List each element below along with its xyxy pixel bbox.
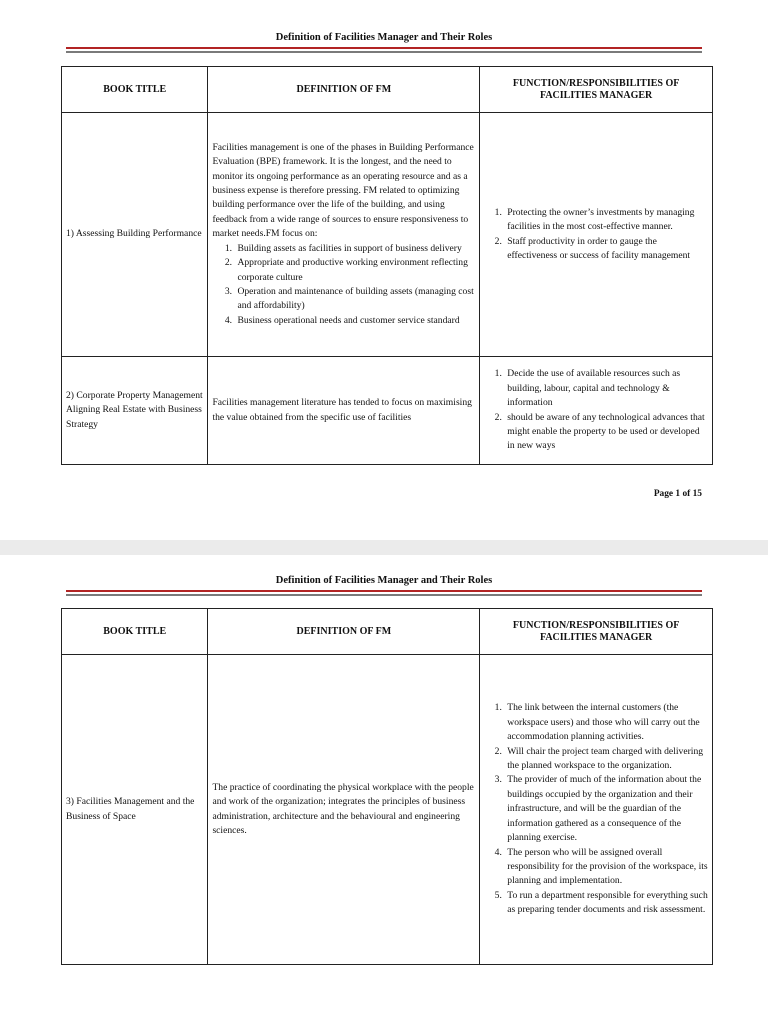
functions-list xyxy=(484,367,708,453)
list-item: 1. Decide the use of available resources such as building, labour, capital and technology & information xyxy=(504,367,708,410)
list-item: 2. Staff productivity in order to gauge the effectiveness or success of facility management xyxy=(504,235,708,264)
book-title-cell: 1) Assessing Building Performance xyxy=(62,113,208,357)
list-item: 1. Protecting the owner’s investments by managing facilities in the most cost-effective manner. xyxy=(504,206,708,235)
column-header-definition: DEFINITION OF FM xyxy=(208,67,480,113)
document-page-2 xyxy=(0,555,768,1024)
page-header-title: Definition of Facilities Manager and Their Roles xyxy=(275,32,493,43)
header-rule-grey xyxy=(66,51,702,53)
fm-definitions-table xyxy=(61,66,713,465)
list-item: 3. Operation and maintenance of building assets (managing cost and affordability) xyxy=(234,285,475,314)
table-row xyxy=(62,655,713,965)
table-header-row xyxy=(62,67,713,113)
list-item: 1. Building assets as facilities in support of business delivery xyxy=(234,242,475,256)
list-item: 2. Will chair the project team charged with delivering the planned workspace to the organization. xyxy=(504,745,708,774)
functions-list xyxy=(484,206,708,264)
functions-cell xyxy=(480,655,713,965)
column-header-functions: FUNCTION/RESPONSIBILITIES OF FACILITIES MANAGER xyxy=(480,67,713,113)
functions-cell xyxy=(480,113,713,357)
definition-list xyxy=(212,242,475,328)
list-item: 5. To run a department responsible for everything such as preparing tender documents and risk assessment. xyxy=(504,889,708,918)
column-header-book-title: BOOK TITLE xyxy=(62,609,208,655)
functions-list xyxy=(484,701,708,917)
column-header-functions: FUNCTION/RESPONSIBILITIES OF FACILITIES MANAGER xyxy=(480,609,713,655)
column-header-book-title: BOOK TITLE xyxy=(62,67,208,113)
list-item: 1. The link between the internal customers (the workspace users) and those who will carry out the accommodation planning activities. xyxy=(504,701,708,744)
table-row xyxy=(62,357,713,465)
page-number: Page 1 of 15 xyxy=(653,489,702,499)
list-item: 2. Appropriate and productive working environment reflecting corporate culture xyxy=(234,256,475,285)
definition-text: Facilities management is one of the phases in Building Performance Evaluation (BPE) framework. It is the longest, and the need to monitor its ongoing performance as an operating resource and as a business expense is therefore pressing. FM related to optimizing building performance over the life of the building, and using feedback from a wide range of sources to ensure responsiveness to market needs.FM focus on: xyxy=(212,141,474,240)
definition-cell xyxy=(208,113,480,357)
table-header-row xyxy=(62,609,713,655)
column-header-definition: DEFINITION OF FM xyxy=(208,609,480,655)
definition-cell: The practice of coordinating the physical workplace with the people and work of the organization; integrates the principles of business administration, architecture and the behavioural and engineering sciences. xyxy=(208,655,480,965)
fm-definitions-table xyxy=(61,608,713,965)
page-header-title: Definition of Facilities Manager and Their Roles xyxy=(275,575,493,586)
header-rule-grey xyxy=(66,594,702,596)
book-title-cell: 2) Corporate Property Management Aligning Real Estate with Business Strategy xyxy=(62,357,208,465)
functions-cell xyxy=(480,357,713,465)
list-item: 2. should be aware of any technological advances that might enable the property to be used or developed in new ways xyxy=(504,411,708,454)
book-title-cell: 3) Facilities Management and the Business of Space xyxy=(62,655,208,965)
header-rule-red xyxy=(66,590,702,592)
list-item: 3. The provider of much of the information about the buildings occupied by the organization and their infrastructure, and will be the guardian of the information gathered as a consequence of the planning exercise. xyxy=(504,773,708,845)
table-row xyxy=(62,113,713,357)
header-rule-red xyxy=(66,47,702,49)
list-item: 4. Business operational needs and customer service standard xyxy=(234,314,475,328)
list-item: 4. The person who will be assigned overall responsibility for the provision of the workspace, its planning and implementation. xyxy=(504,846,708,889)
definition-cell: Facilities management literature has tended to focus on maximising the value obtained from the specific use of facilities xyxy=(208,357,480,465)
